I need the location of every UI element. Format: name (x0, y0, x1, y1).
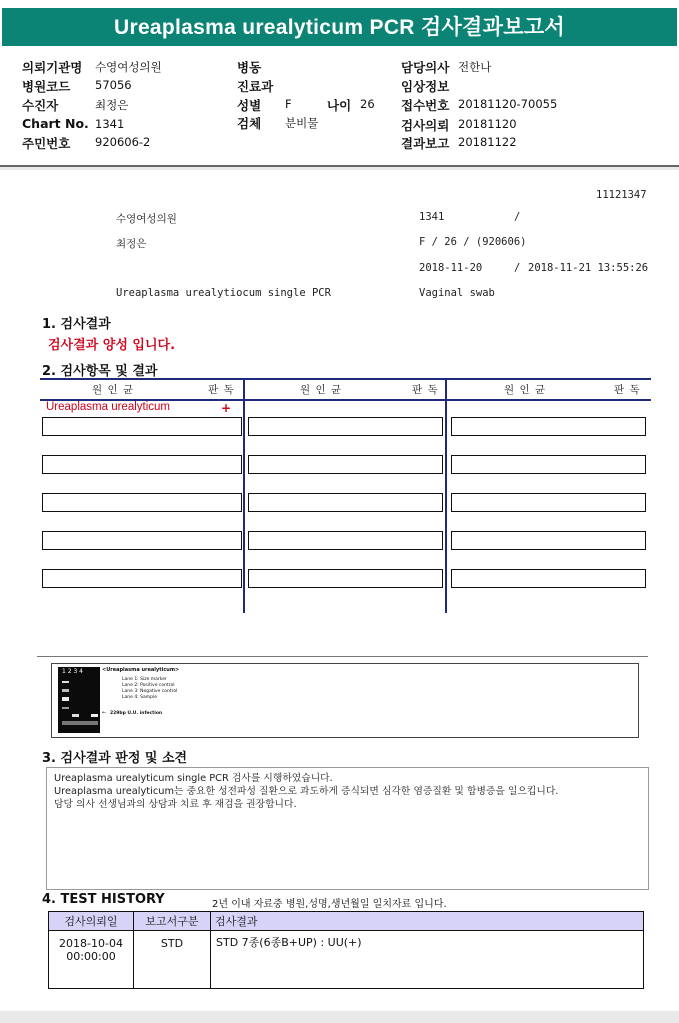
value-requesting-institution: 수영여성의원 (95, 60, 162, 74)
value-chart-no: 1341 (95, 117, 125, 131)
gel-legend-line: Lane 2: Positive control (122, 683, 175, 688)
value-hospital-code: 57056 (95, 78, 132, 92)
label-department: 진료과 (237, 79, 274, 94)
value-receipt-no: 20181120-70055 (458, 97, 558, 111)
gel-band-label: 229bp U.U. infection (110, 711, 163, 716)
section2-title: 2. 검사항목 및 결과 (42, 364, 158, 379)
report-chart-slash: / (514, 211, 521, 223)
result-cell (42, 493, 242, 512)
organism-judgement: + (221, 401, 232, 415)
column-divider (243, 378, 245, 613)
result-cell (42, 569, 242, 588)
section1-title: 1. 검사결과 (42, 317, 111, 332)
history-note: 2년 이내 자료중 병원,성명,생년월일 일치자료 입니다. (212, 899, 447, 910)
label-sex: 성별 (237, 98, 262, 113)
history-result: STD 7종(6종B+UP) : UU(+) (211, 931, 644, 989)
history-col-result: 검사결과 (211, 912, 644, 931)
gel-band (91, 714, 98, 717)
gel-image-panel (51, 663, 639, 738)
result-cell (451, 569, 646, 588)
history-header-row (49, 912, 644, 931)
value-request-date: 20181120 (458, 117, 517, 131)
result-cell (248, 493, 443, 512)
gel-legend-line: Lane 1: Size marker (122, 677, 167, 682)
gel-band (62, 681, 69, 683)
value-doctor: 전한나 (458, 60, 492, 74)
history-time: 00:00:00 (66, 950, 116, 963)
report-date-sep: / (514, 262, 521, 274)
result-cell (451, 417, 646, 436)
section1-result: 검사결과 양성 입니다. (48, 338, 176, 353)
report-chart: 1341 (419, 211, 445, 223)
report-clinic: 수영여성의원 (116, 213, 177, 225)
column-divider (445, 378, 447, 613)
gel-lane-numbers: 1 2 3 4 (62, 668, 83, 675)
report-date-result: 2018-11-21 13:55:26 (528, 262, 649, 274)
label-ward: 병동 (237, 60, 262, 75)
value-report-date: 20181122 (458, 135, 517, 149)
value-specimen: 분비물 (285, 116, 319, 130)
history-col-date: 검사의뢰일 (49, 912, 134, 931)
results-table-header (40, 378, 651, 401)
result-cell (248, 455, 443, 474)
gel-band (62, 689, 69, 692)
result-cell (451, 455, 646, 474)
report-test-name: Ureaplasma urealytiocum single PCR (116, 287, 331, 299)
label-resident-no: 주민번호 (22, 136, 71, 151)
label-receipt-no: 접수번호 (401, 98, 450, 113)
report-patient: 최정은 (116, 238, 147, 250)
organism-name: Ureaplasma urealyticum (46, 401, 170, 413)
value-age: 26 (360, 97, 375, 111)
result-cell (451, 531, 646, 550)
result-cell (451, 493, 646, 512)
label-hospital-code: 병원코드 (22, 79, 71, 94)
report-sex-age: F / 26 / (920606) (419, 236, 527, 248)
divider (37, 656, 648, 657)
table-row[interactable] (49, 931, 644, 989)
report-date-request: 2018-11-20 (419, 262, 483, 274)
report-title: Ureaplasma urealyticum PCR 검사결과보고서 (2, 8, 677, 46)
label-age: 나이 (327, 98, 352, 113)
col-organism-3: 원 인 균 (504, 384, 547, 396)
col-judge-1: 판 독 (208, 384, 235, 396)
result-cell (248, 531, 443, 550)
gel-band (62, 707, 69, 709)
label-clinical-info: 임상정보 (401, 79, 450, 94)
title-bar (0, 0, 679, 50)
gel-band (62, 697, 69, 701)
gel-legend-line: Lane 3: Negative control (122, 689, 178, 694)
value-sex: F (285, 97, 292, 111)
result-cell (248, 569, 443, 588)
findings-line: 담당 의사 선생님과의 상담과 치료 후 재검을 권장합니다. (54, 799, 297, 810)
label-specimen: 검체 (237, 116, 262, 131)
label-report-date: 결과보고 (401, 136, 450, 151)
result-cell (248, 417, 443, 436)
gel-band (62, 721, 98, 725)
value-patient: 최정은 (95, 98, 129, 112)
report-specimen: Vaginal swab (419, 287, 495, 299)
result-cell (42, 417, 242, 436)
label-patient: 수진자 (22, 98, 59, 113)
report-body (0, 170, 679, 1011)
gel-caption: <Ureaplasma urealyticum> (102, 667, 180, 673)
label-doctor: 담당의사 (401, 60, 450, 75)
history-date-cell (49, 931, 134, 989)
section4-title: 4. TEST HISTORY (42, 892, 165, 907)
label-request-date: 검사의뢰 (401, 118, 450, 133)
findings-line: Ureaplasma urealyticum는 중요한 성전파성 질환으로 과도하게 증식되면 심각한 염증질환 및 합병증을 일으킵니다. (54, 786, 559, 797)
label-requesting-institution: 의뢰기관명 (22, 60, 83, 75)
findings-box (46, 767, 649, 890)
findings-line: Ureaplasma urealyticum single PCR 검사를 시행하였습니다. (54, 773, 333, 784)
value-resident-no: 920606-2 (95, 135, 151, 149)
col-judge-2: 판 독 (412, 384, 439, 396)
section3-title: 3. 검사결과 판정 및 소견 (42, 751, 188, 766)
col-organism-1: 원 인 균 (92, 384, 135, 396)
result-cell (42, 531, 242, 550)
history-type: STD (134, 931, 211, 989)
history-table (48, 911, 644, 989)
patient-header (0, 50, 679, 167)
report-id: 11121347 (596, 189, 647, 201)
history-col-type: 보고서구분 (134, 912, 211, 931)
gel-arrow-icon: ← (102, 710, 107, 716)
history-date: 2018-10-04 (59, 937, 123, 950)
gel-electrophoresis-image (58, 667, 100, 733)
gel-band (72, 714, 79, 717)
result-cell (42, 455, 242, 474)
gel-legend-line: Lane 4: Sample (122, 695, 157, 700)
col-judge-3: 판 독 (614, 384, 641, 396)
label-chart-no: Chart No. (22, 116, 89, 131)
col-organism-2: 원 인 균 (300, 384, 343, 396)
